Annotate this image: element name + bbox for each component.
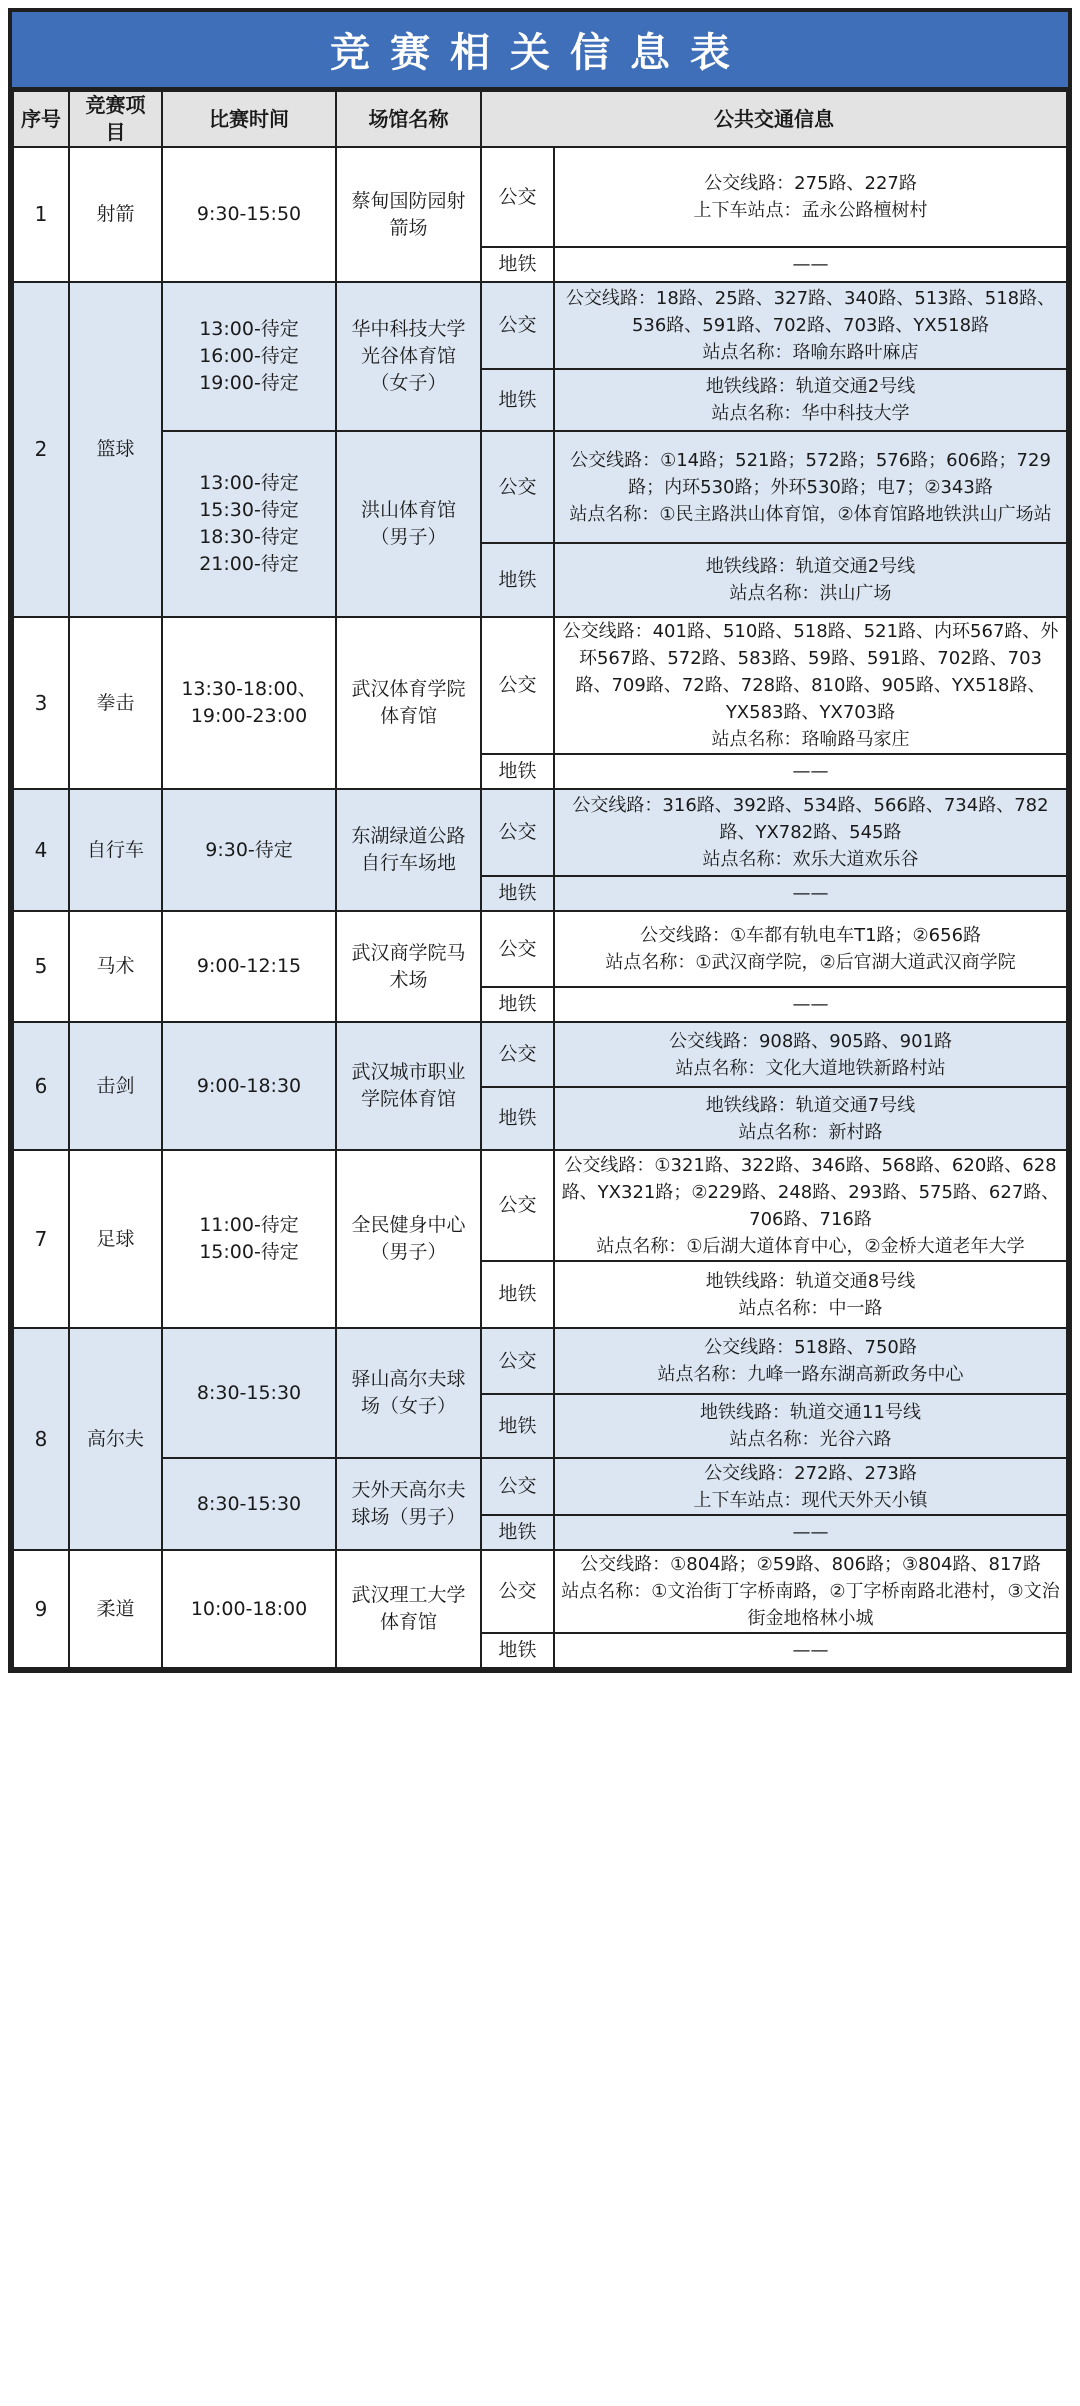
transit-mode: 公交 <box>481 282 554 369</box>
table-row <box>13 147 1067 247</box>
transit-mode: 公交 <box>481 1458 554 1515</box>
table-row <box>13 1550 1067 1633</box>
transit-info: 公交线路：316路、392路、534路、566路、734路、782路、YX782路、545路 站点名称：欢乐大道欢乐谷 <box>554 789 1067 876</box>
transit-info: 公交线路：18路、25路、327路、340路、513路、518路、536路、591路、702路、703路、YX518路 站点名称：珞喻东路叶麻店 <box>554 282 1067 369</box>
sport-name: 高尔夫 <box>69 1328 162 1550</box>
transit-mode: 地铁 <box>481 543 554 617</box>
match-time: 9:00-12:15 <box>162 911 336 1022</box>
table-row <box>13 282 1067 369</box>
transit-info: 公交线路：908路、905路、901路 站点名称：文化大道地铁新路村站 <box>554 1022 1067 1087</box>
sport-name: 拳击 <box>69 617 162 789</box>
transit-info: 公交线路：401路、510路、518路、521路、内环567路、外环567路、572路、583路、59路、591路、702路、703路、709路、72路、728路、810路、905路、YX518路、YX583路、YX703路 站点名称：珞喻路马家庄 <box>554 617 1067 754</box>
table-row <box>13 431 1067 543</box>
transit-info: 公交线路：①804路；②59路、806路；③804路、817路 站点名称：①文治街丁字桥南路，②丁字桥南路北港村，③文治街金地格林小城 <box>554 1550 1067 1633</box>
row-number: 4 <box>13 789 69 911</box>
page-title: 竞赛相关信息表 <box>12 12 1068 90</box>
transit-info: 公交线路：①321路、322路、346路、568路、620路、628路、YX321路；②229路、248路、293路、575路、627路、706路、716路 站点名称：①后湖大道体育中心，②金桥大道老年大学 <box>554 1150 1067 1261</box>
match-time: 10:00-18:00 <box>162 1550 336 1668</box>
table-row <box>13 911 1067 987</box>
transit-mode: 地铁 <box>481 247 554 282</box>
table-row <box>13 617 1067 754</box>
transit-mode: 地铁 <box>481 1394 554 1458</box>
venue-name: 洪山体育馆（男子） <box>336 431 481 617</box>
transit-mode: 公交 <box>481 617 554 754</box>
row-number: 8 <box>13 1328 69 1550</box>
transit-info: 公交线路：①车都有轨电车T1路；②656路 站点名称：①武汉商学院，②后官湖大道武汉商学院 <box>554 911 1067 987</box>
match-time: 9:30-15:50 <box>162 147 336 282</box>
venue-name: 武汉理工大学体育馆 <box>336 1550 481 1668</box>
transit-mode: 公交 <box>481 1328 554 1394</box>
match-time: 13:00-待定 16:00-待定 19:00-待定 <box>162 282 336 431</box>
sport-name: 足球 <box>69 1150 162 1328</box>
table-body <box>13 147 1067 1668</box>
transit-mode: 地铁 <box>481 876 554 911</box>
venue-name: 武汉商学院马术场 <box>336 911 481 1022</box>
match-time: 9:00-18:30 <box>162 1022 336 1150</box>
transit-mode: 公交 <box>481 1150 554 1261</box>
transit-info: —— <box>554 1633 1067 1668</box>
table-row <box>13 1022 1067 1087</box>
transit-info: 地铁线路：轨道交通7号线 站点名称：新村路 <box>554 1087 1067 1150</box>
row-number: 6 <box>13 1022 69 1150</box>
transit-mode: 公交 <box>481 1550 554 1633</box>
venue-name: 天外天高尔夫球场（男子） <box>336 1458 481 1550</box>
sport-name: 击剑 <box>69 1022 162 1150</box>
match-time: 8:30-15:30 <box>162 1458 336 1550</box>
venue-name: 驿山高尔夫球场（女子） <box>336 1328 481 1458</box>
match-time: 9:30-待定 <box>162 789 336 911</box>
row-number: 5 <box>13 911 69 1022</box>
table-row <box>13 1328 1067 1394</box>
venue-name: 武汉体育学院体育馆 <box>336 617 481 789</box>
transit-mode: 地铁 <box>481 1087 554 1150</box>
match-time: 13:30-18:00、 19:00-23:00 <box>162 617 336 789</box>
transit-info: —— <box>554 247 1067 282</box>
transit-mode: 公交 <box>481 1022 554 1087</box>
sport-name: 柔道 <box>69 1550 162 1668</box>
table-row <box>13 1150 1067 1261</box>
table-row <box>13 1458 1067 1515</box>
transit-mode: 公交 <box>481 147 554 247</box>
header-sport: 竞赛项目 <box>69 91 162 147</box>
info-sheet <box>8 8 1072 1673</box>
header-time: 比赛时间 <box>162 91 336 147</box>
match-time: 11:00-待定 15:00-待定 <box>162 1150 336 1328</box>
row-number: 3 <box>13 617 69 789</box>
transit-info: 地铁线路：轨道交通2号线 站点名称：华中科技大学 <box>554 369 1067 431</box>
sport-name: 马术 <box>69 911 162 1022</box>
sport-name: 射箭 <box>69 147 162 282</box>
transit-mode: 地铁 <box>481 987 554 1022</box>
transit-info: 地铁线路：轨道交通11号线 站点名称：光谷六路 <box>554 1394 1067 1458</box>
row-number: 7 <box>13 1150 69 1328</box>
header-transit: 公共交通信息 <box>481 91 1067 147</box>
transit-mode: 地铁 <box>481 1633 554 1668</box>
venue-name: 全民健身中心（男子） <box>336 1150 481 1328</box>
match-time: 13:00-待定 15:30-待定 18:30-待定 21:00-待定 <box>162 431 336 617</box>
transit-mode: 地铁 <box>481 369 554 431</box>
transit-info: 公交线路：518路、750路 站点名称：九峰一路东湖高新政务中心 <box>554 1328 1067 1394</box>
venue-name: 武汉城市职业学院体育馆 <box>336 1022 481 1150</box>
row-number: 9 <box>13 1550 69 1668</box>
transit-info: —— <box>554 754 1067 789</box>
match-time: 8:30-15:30 <box>162 1328 336 1458</box>
transit-info: —— <box>554 876 1067 911</box>
transit-info: 地铁线路：轨道交通8号线 站点名称：中一路 <box>554 1261 1067 1328</box>
table-row <box>13 789 1067 876</box>
transit-info: —— <box>554 987 1067 1022</box>
header-venue: 场馆名称 <box>336 91 481 147</box>
venue-name: 蔡甸国防园射箭场 <box>336 147 481 282</box>
header-no: 序号 <box>13 91 69 147</box>
transit-mode: 地铁 <box>481 754 554 789</box>
transit-mode: 地铁 <box>481 1261 554 1328</box>
venue-name: 东湖绿道公路自行车场地 <box>336 789 481 911</box>
venue-name: 华中科技大学光谷体育馆（女子） <box>336 282 481 431</box>
transit-mode: 公交 <box>481 431 554 543</box>
competition-table <box>12 90 1068 1669</box>
transit-mode: 地铁 <box>481 1515 554 1550</box>
transit-info: 地铁线路：轨道交通2号线 站点名称：洪山广场 <box>554 543 1067 617</box>
header-row <box>13 91 1067 147</box>
sport-name: 自行车 <box>69 789 162 911</box>
transit-info: 公交线路：272路、273路 上下车站点：现代天外天小镇 <box>554 1458 1067 1515</box>
transit-info: 公交线路：①14路；521路；572路；576路；606路；729路；内环530路；外环530路；电7；②343路 站点名称：①民主路洪山体育馆，②体育馆路地铁洪山广场站 <box>554 431 1067 543</box>
transit-mode: 公交 <box>481 789 554 876</box>
sport-name: 篮球 <box>69 282 162 617</box>
transit-mode: 公交 <box>481 911 554 987</box>
row-number: 1 <box>13 147 69 282</box>
transit-info: —— <box>554 1515 1067 1550</box>
row-number: 2 <box>13 282 69 617</box>
transit-info: 公交线路：275路、227路 上下车站点：孟永公路檀树村 <box>554 147 1067 247</box>
